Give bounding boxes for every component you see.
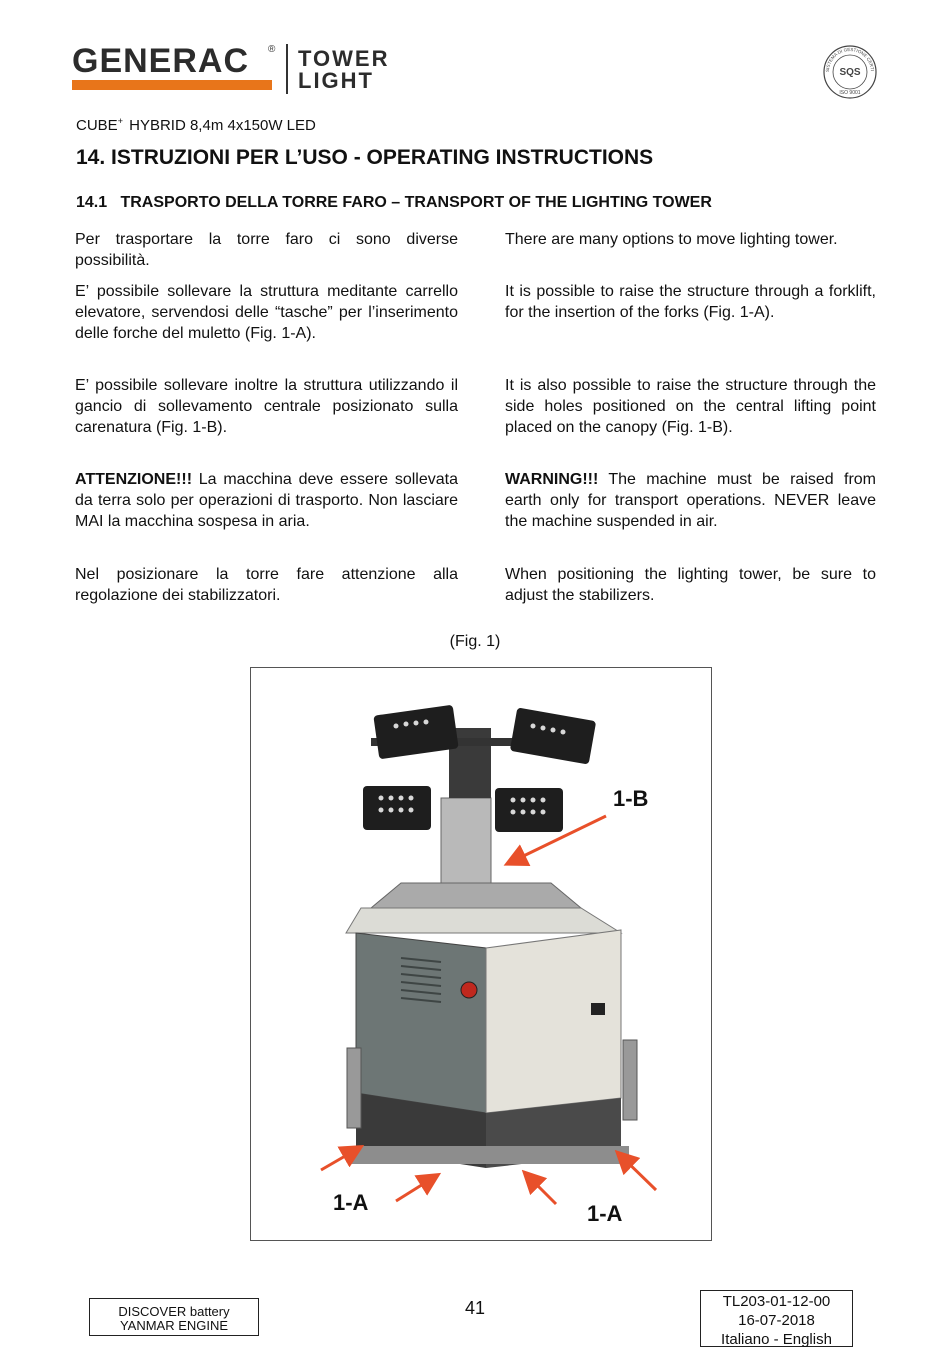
lighting-tower-photo bbox=[250, 667, 712, 1241]
brand-logo-underline bbox=[72, 80, 272, 90]
model-prefix: CUBE bbox=[76, 117, 118, 134]
document-info-box bbox=[700, 1290, 853, 1347]
floodlight-top-left bbox=[373, 705, 458, 760]
floodlight-bottom-right bbox=[495, 788, 563, 832]
cert-iso-text: ISO 9001 bbox=[839, 90, 861, 96]
floodlight-bottom-left bbox=[363, 786, 431, 830]
english-warning-label: WARNING!!! bbox=[505, 471, 599, 488]
model-suffix: HYBRID 8,4m 4x150W LED bbox=[129, 117, 316, 134]
english-paragraph-2: It is possible to raise the structure through a forklift, for the insertion of the forks (Fig. 1-A). bbox=[505, 283, 876, 321]
footer-engine-text: YANMAR ENGINE bbox=[119, 1318, 229, 1333]
italian-paragraph-2: E’ possibile sollevare la struttura meditante carrello elevatore, servendosi delle “tasche” per l’inserimento delle forche del muletto (Fig. 1-A). bbox=[75, 283, 458, 342]
page-number: 41 bbox=[464, 1298, 486, 1318]
lighting-tower-illustration bbox=[251, 668, 711, 1240]
cert-ring-text: SISTEMA DI GESTIONE CERTI bbox=[824, 46, 875, 73]
english-paragraph-3: It is also possible to raise the structure through the side holes positioned on the central lifting point placed on the canopy (Fig. 1-B). bbox=[505, 377, 876, 436]
english-paragraph-1: There are many options to move lighting tower. bbox=[505, 231, 838, 248]
footer-battery-text: DISCOVER battery bbox=[118, 1304, 230, 1319]
label-1a-right: 1-A bbox=[587, 1201, 623, 1226]
english-warning-paragraph bbox=[505, 469, 876, 532]
italian-paragraph-3: E’ possibile sollevare inoltre la struttura utilizzando il gancio di sollevamento centrale posizionato sulla carenatura (Fig. 1-B). bbox=[75, 377, 458, 436]
brand-subtitle bbox=[298, 48, 389, 92]
logo-divider bbox=[286, 44, 288, 94]
italian-warning-label: ATTENZIONE!!! bbox=[75, 471, 193, 488]
arrow-1a-4 bbox=[619, 1154, 656, 1190]
document-code: TL203-01-12-00 bbox=[722, 1293, 831, 1310]
label-1b: 1-B bbox=[613, 786, 649, 811]
subsection-title: 14.1 TRASPORTO DELLA TORRE FARO – TRANSPORT OF THE LIGHTING TOWER bbox=[76, 194, 712, 211]
document-language: Italiano - English bbox=[721, 1331, 832, 1348]
model-name bbox=[76, 116, 316, 134]
model-superscript: + bbox=[117, 116, 123, 126]
figure-caption: (Fig. 1) bbox=[449, 633, 501, 650]
label-1a-left: 1-A bbox=[333, 1190, 369, 1215]
italian-warning-text: La macchina deve essere sollevata da terra solo per operazioni di trasporto. Non lasciare MAI la macchina sospesa in aria. bbox=[75, 471, 458, 530]
brand-subtitle-line1: TOWER bbox=[298, 46, 390, 71]
brand-logo-text: GENERAC bbox=[72, 42, 250, 80]
italian-paragraph-5: Nel posizionare la torre fare attenzione alla regolazione dei stabilizzatori. bbox=[75, 566, 458, 604]
certification-seal-icon bbox=[822, 44, 878, 100]
arrow-1a-2 bbox=[396, 1176, 436, 1201]
italian-warning-paragraph bbox=[75, 469, 458, 532]
document-date: 16-07-2018 bbox=[738, 1312, 815, 1329]
section-title: 14. ISTRUZIONI PER L’USO - OPERATING INSTRUCTIONS bbox=[76, 146, 654, 169]
arrow-1a-3 bbox=[526, 1174, 556, 1204]
brand-subtitle-line2: LIGHT bbox=[298, 68, 374, 93]
cert-logo-text: SQS bbox=[839, 67, 861, 78]
italian-paragraph-1: Per trasportare la torre faro ci sono diverse possibilità. bbox=[75, 231, 458, 269]
floodlight-top-right bbox=[510, 707, 596, 764]
registered-mark: ® bbox=[268, 44, 276, 55]
english-warning-text: The machine must be raised from earth only for transport operations. NEVER leave the machine suspended in air. bbox=[505, 471, 876, 530]
english-paragraph-5: When positioning the lighting tower, be sure to adjust the stabilizers. bbox=[505, 566, 876, 604]
